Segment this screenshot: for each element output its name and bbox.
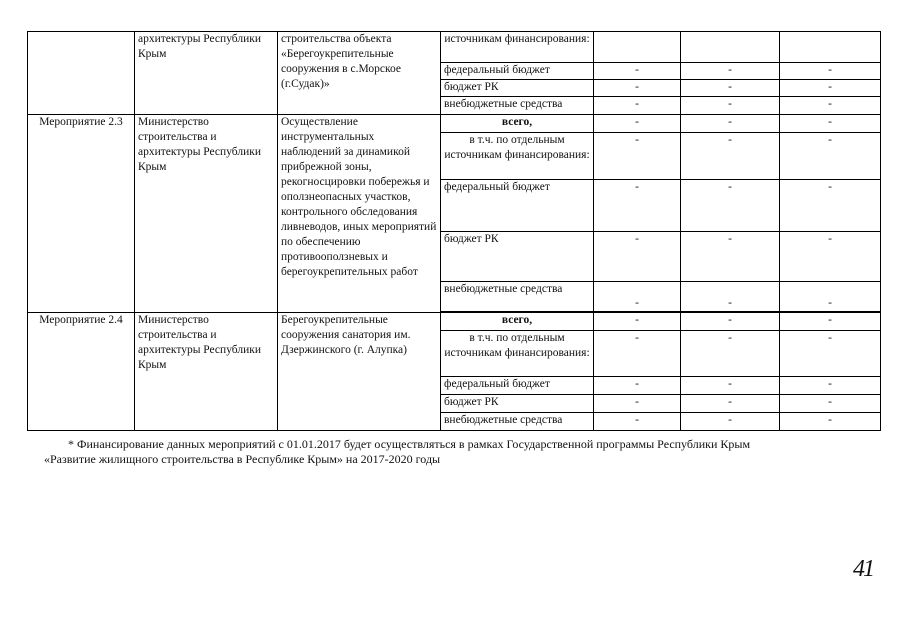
- cell-value: -: [681, 232, 780, 282]
- cell-value: -: [594, 63, 681, 80]
- cell-source-federal: федеральный бюджет: [441, 377, 594, 395]
- cell-value: -: [594, 180, 681, 232]
- cell-source-rk: бюджет РК: [441, 395, 594, 413]
- table-row: [28, 313, 881, 331]
- cell-value: -: [681, 115, 780, 133]
- footnote-line: «Развитие жилищного строительства в Республике Крым» на 2017-2020 годы: [44, 452, 441, 466]
- cell-value: -: [594, 115, 681, 133]
- cell-source-extra: внебюджетные средства: [441, 413, 594, 431]
- cell-object: Осуществление инструментальных наблюдений за динамикой прибрежной зоны, рекогносцировки побережья и оползнеопасных участков, контрольного обследования ливневодов, иных мероприятий по обеспечению противооползневых и берегоукрепительных работ: [278, 115, 441, 313]
- cell-source-federal: федеральный бюджет: [441, 180, 594, 232]
- cell-value: -: [681, 377, 780, 395]
- cell-value: -: [681, 97, 780, 115]
- cell-value: -: [780, 115, 881, 133]
- cell-value: -: [780, 313, 881, 331]
- cell-value: -: [594, 80, 681, 97]
- cell-source-total: всего,: [441, 115, 594, 133]
- cell-value: -: [594, 282, 681, 312]
- cell-responsible: Министерство строительства и архитектуры Республики Крым: [135, 313, 278, 431]
- cell-value: -: [681, 413, 780, 431]
- cell-value: -: [594, 232, 681, 282]
- cell-responsible: архитектуры Республики Крым: [135, 32, 278, 115]
- cell-value: -: [780, 282, 881, 312]
- cell-source-sub: источникам финансирования:: [441, 32, 594, 63]
- footnote: [44, 437, 751, 467]
- cell-value: -: [594, 395, 681, 413]
- table-row: [28, 32, 881, 63]
- cell-source-incl: в т.ч. по отдельным источникам финансирования:: [441, 331, 594, 377]
- cell-source-extra: внебюджетные средства: [441, 97, 594, 115]
- cell-value: -: [681, 133, 780, 180]
- table-row: [28, 115, 881, 133]
- cell-value: [780, 32, 881, 63]
- cell-value: -: [780, 413, 881, 431]
- cell-value: -: [780, 80, 881, 97]
- cell-value: -: [681, 331, 780, 377]
- cell-measure-name: Мероприятие 2.3: [28, 115, 135, 313]
- cell-value: -: [681, 63, 780, 80]
- cell-measure-name: Мероприятие 2.4: [28, 313, 135, 431]
- cell-responsible: Министерство строительства и архитектуры Республики Крым: [135, 115, 278, 313]
- cell-value: -: [681, 180, 780, 232]
- cell-value: -: [780, 63, 881, 80]
- cell-value: [681, 32, 780, 63]
- cell-source-rk: бюджет РК: [441, 232, 594, 282]
- cell-object: строительства объекта «Берегоукрепительные сооружения в с.Морское (г.Судак)»: [278, 32, 441, 115]
- cell-name-continued: [28, 32, 135, 115]
- cell-value: -: [780, 133, 881, 180]
- page-number: 41: [853, 556, 873, 582]
- cell-value: -: [780, 331, 881, 377]
- cell-object: Берегоукрепительные сооружения санатория им. Дзержинского (г. Алупка): [278, 313, 441, 431]
- cell-source-rk: бюджет РК: [441, 80, 594, 97]
- cell-value: -: [594, 313, 681, 331]
- cell-value: -: [681, 80, 780, 97]
- cell-value: -: [780, 180, 881, 232]
- cell-source-incl: в т.ч. по отдельным источникам финансирования:: [441, 133, 594, 180]
- financing-table: [27, 31, 881, 431]
- cell-value: -: [681, 395, 780, 413]
- cell-value: -: [594, 133, 681, 180]
- cell-value: -: [681, 282, 780, 312]
- cell-value: [594, 32, 681, 63]
- cell-source-extra: внебюджетные средства: [441, 282, 594, 312]
- cell-value: -: [594, 97, 681, 115]
- cell-source-total: всего,: [441, 313, 594, 331]
- cell-value: -: [780, 395, 881, 413]
- cell-value: -: [780, 97, 881, 115]
- cell-source-federal: федеральный бюджет: [441, 63, 594, 80]
- footnote-line: * Финансирование данных мероприятий с 01.01.2017 будет осуществляться в рамках Государственной программы Республики Крым: [68, 437, 751, 451]
- cell-value: -: [594, 413, 681, 431]
- cell-value: -: [594, 377, 681, 395]
- cell-value: -: [780, 377, 881, 395]
- cell-value: -: [594, 331, 681, 377]
- cell-value: -: [780, 232, 881, 282]
- cell-value: -: [681, 313, 780, 331]
